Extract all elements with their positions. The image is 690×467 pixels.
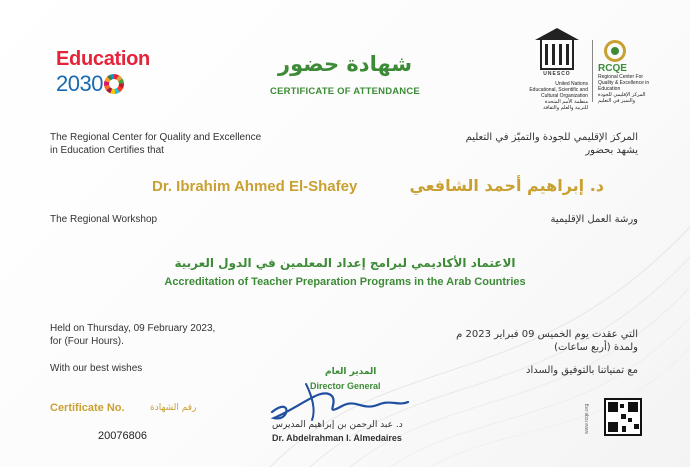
website-url: www.rcqe.org xyxy=(584,403,590,434)
certificate-number-label-english: Certificate No. xyxy=(50,402,125,414)
certificate-number-label-arabic: رقم الشهادة xyxy=(150,403,197,413)
certificate-number-value: 20076806 xyxy=(98,430,147,442)
director-signature xyxy=(262,376,412,426)
workshop-label-english: The Regional Workshop xyxy=(50,214,158,225)
wishes-english: With our best wishes xyxy=(50,363,143,374)
workshop-title-arabic: الاعتماد الأكاديمي لبرامج إعداد المعلمين في الدول العربية xyxy=(174,256,516,270)
unesco-temple-icon xyxy=(540,40,574,70)
wishes-arabic: مع تمنياتنا بالتوفيق والسداد xyxy=(526,365,638,376)
certificate-title-arabic: شهادة حضور xyxy=(278,52,412,76)
rcqe-logo: RCQE Regional Center For Quality & Excellence in Education المركز الإقليمي للجودة والتميز في التعليم xyxy=(598,40,660,104)
unesco-logo: UNESCO United Nations Educational, Scientific and Cultural Organization منظمة الأمم المتحدة للتربية والعلم والثقافة xyxy=(526,40,588,111)
logo-divider xyxy=(592,40,593,102)
held-on-english: Held on Thursday, 09 February 2023, for (Four Hours). xyxy=(50,323,216,347)
recipient-name-english: Dr. Ibrahim Ahmed El-Shafey xyxy=(152,178,358,195)
education-logo-word: Education xyxy=(56,48,150,70)
workshop-label-arabic: ورشة العمل الإقليمية xyxy=(550,214,638,225)
education-logo-year: 2030 xyxy=(56,71,103,96)
held-on-arabic: التي عقدت يوم الخميس 09 فبراير 2023 م ولمدة (أربع ساعات) xyxy=(456,329,638,353)
recipient-name-arabic: د. إبراهيم أحمد الشافعي xyxy=(409,176,604,195)
director-general-title-arabic: المدير العام xyxy=(325,367,377,377)
qr-code-icon[interactable] xyxy=(604,398,642,436)
intro-arabic: المركز الإقليمي للجودة والتميّز في التعليم يشهد بحضور xyxy=(465,132,638,156)
director-name-english: Dr. Abdelrahman I. Almedaires xyxy=(272,433,402,443)
director-general-title-english: Director General xyxy=(310,381,381,391)
director-name-arabic: د. عبد الرحمن بن إبراهيم المديرس xyxy=(272,420,403,430)
intro-english: The Regional Center for Quality and Excellence in Education Certifies that xyxy=(50,132,262,156)
certificate-title-english: CERTIFICATE OF ATTENDANCE xyxy=(270,86,420,97)
rcqe-emblem-icon xyxy=(604,40,626,62)
workshop-title-english: Accreditation of Teacher Preparation Programs in the Arab Countries xyxy=(164,276,526,288)
